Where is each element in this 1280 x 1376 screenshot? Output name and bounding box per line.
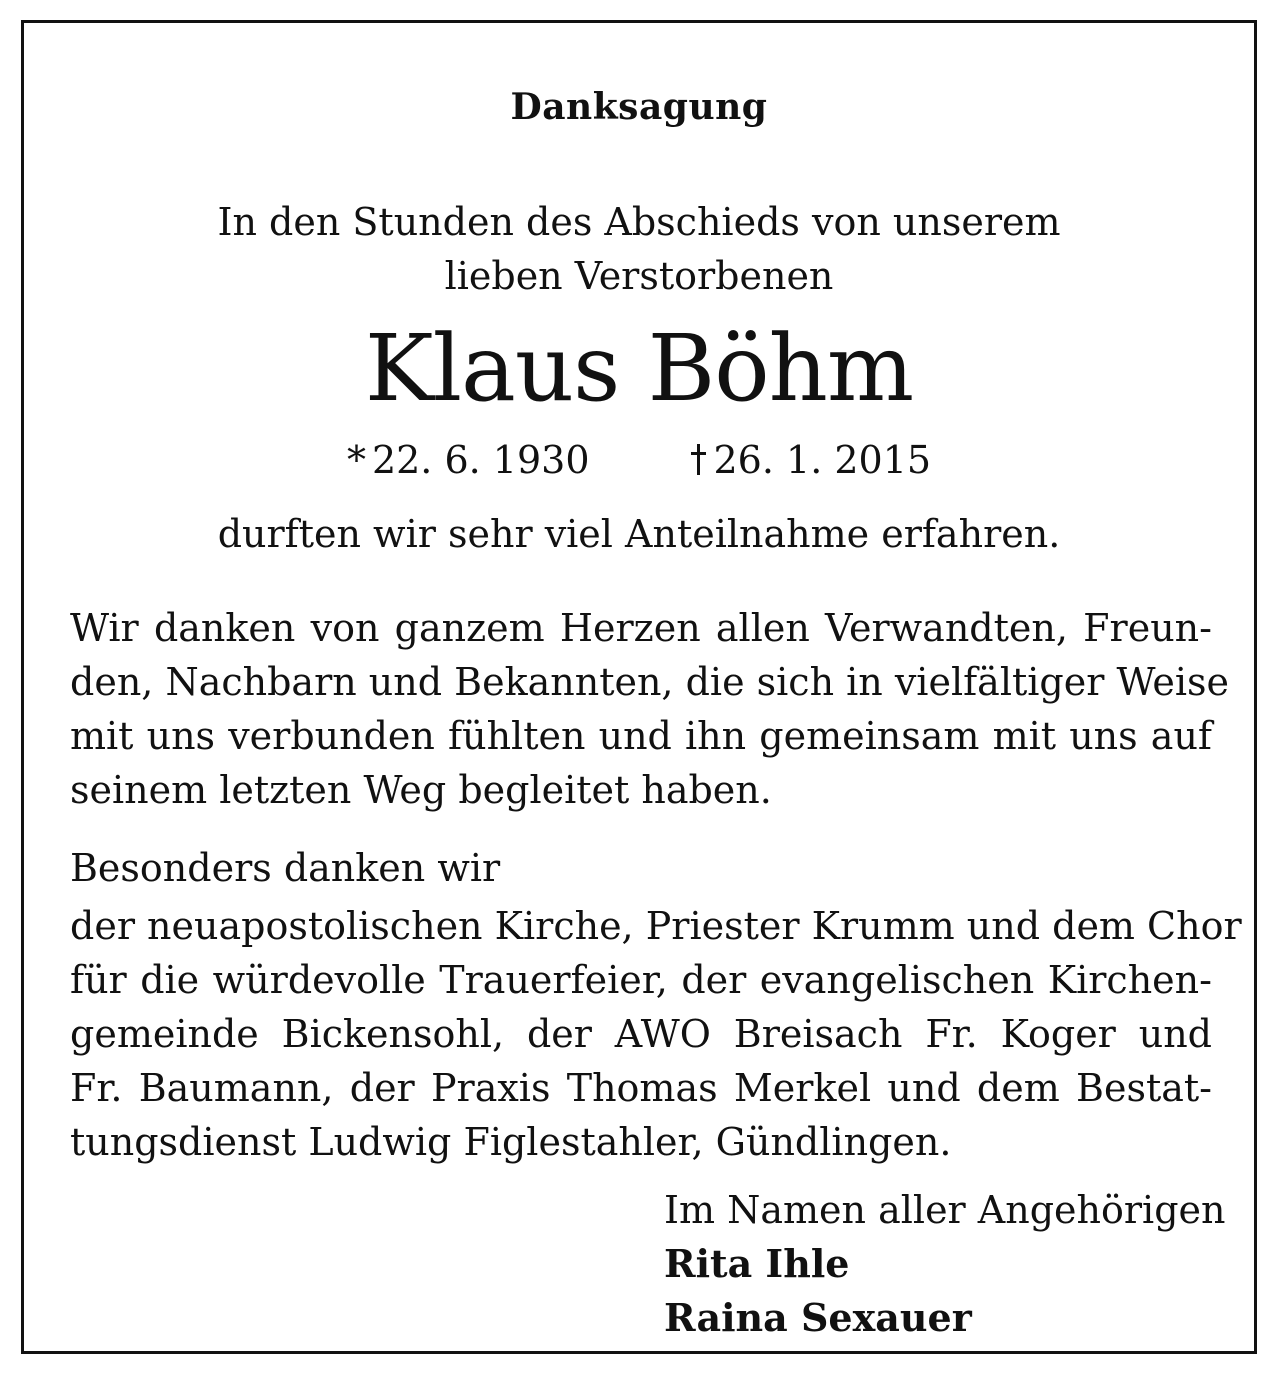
- obituary-notice-frame: [21, 20, 1257, 1354]
- signature-line: Im Namen aller Angehörigen: [664, 1188, 1226, 1232]
- notice-heading: Danksagung: [510, 86, 768, 128]
- paragraph-line: Besonders danken wir: [70, 846, 501, 890]
- paragraph-line: gemeinde Bickensohl, der AWO Breisach Fr. Koger und: [70, 1012, 1212, 1056]
- birth-date-group: [346, 438, 590, 482]
- intro-line: In den Stunden des Abschieds von unserem: [217, 200, 1061, 244]
- birth-date: 22. 6. 1930: [371, 438, 590, 482]
- intro-line: lieben Verstorbenen: [444, 254, 834, 298]
- paragraph-line: für die würdevolle Trauerfeier, der evangelischen Kirchen-: [70, 958, 1212, 1002]
- special-thanks-heading: [70, 841, 1212, 895]
- death-date: 26. 1. 2015: [713, 438, 932, 482]
- birth-symbol: *: [346, 438, 366, 482]
- special-thanks-paragraph: [70, 899, 1242, 1169]
- thanks-paragraph: [70, 601, 1230, 817]
- signature-block: [664, 1183, 1225, 1345]
- paragraph-line: der neuapostolischen Kirche, Priester Krumm und dem Chor: [70, 904, 1242, 948]
- paragraph-line: tungsdienst Ludwig Figlestahler, Gündlingen.: [70, 1120, 952, 1164]
- life-dates: [24, 438, 1254, 482]
- cross-icon: [690, 442, 706, 476]
- paragraph-line: seinem letzten Weg begleitet haben.: [70, 768, 772, 812]
- outro-text: durften wir sehr viel Anteilnahme erfahren.: [217, 512, 1061, 556]
- paragraph-line: Wir danken von ganzem Herzen allen Verwandten, Freun-: [70, 606, 1212, 650]
- signatory-name: Raina Sexauer: [664, 1295, 972, 1340]
- intro-text: [24, 195, 1254, 303]
- paragraph-line: den, Nachbarn und Bekannten, die sich in vielfältiger Weise: [70, 660, 1230, 704]
- signatory-name: Rita Ihle: [664, 1241, 850, 1286]
- paragraph-line: mit uns verbunden fühlten und ihn gemeinsam mit uns auf: [70, 714, 1212, 758]
- paragraph-line: Fr. Baumann, der Praxis Thomas Merkel und dem Bestat-: [70, 1066, 1212, 1110]
- death-date-group: [690, 438, 932, 482]
- deceased-name: Klaus Böhm: [364, 315, 914, 422]
